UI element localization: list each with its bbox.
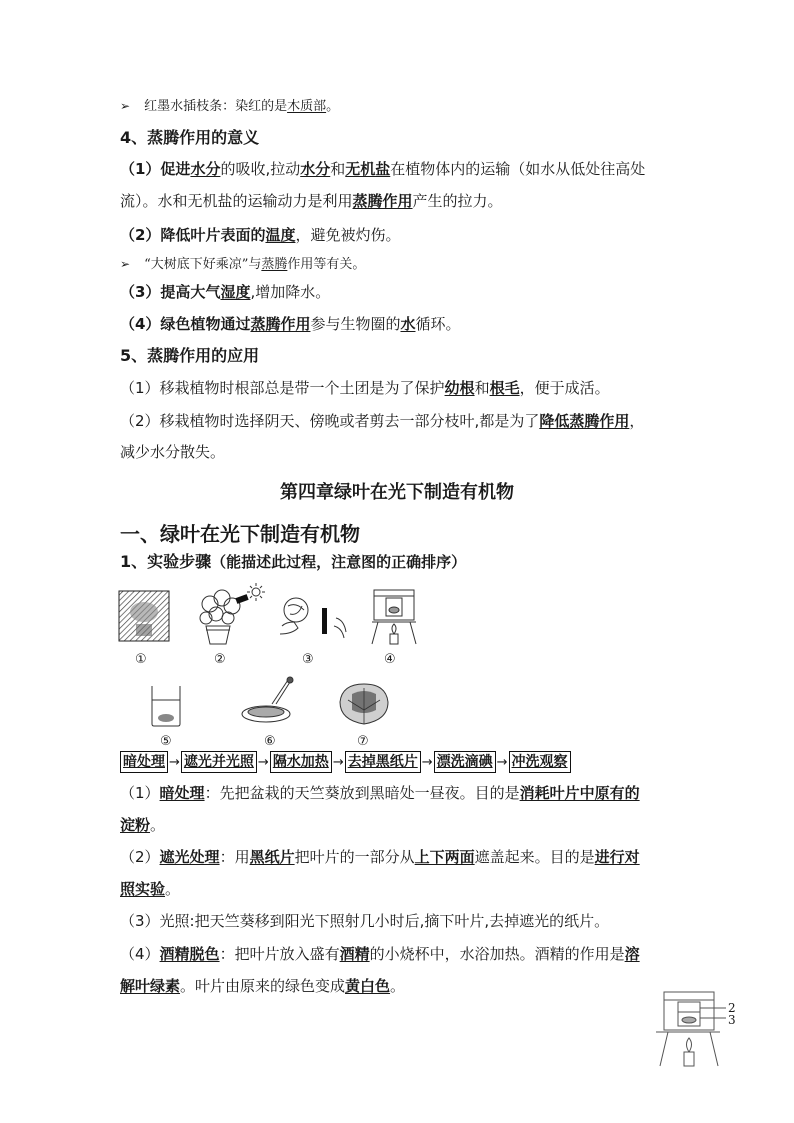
application-2a: （2）移栽植物时选择阴天、傍晚或者剪去一部分枝叶,都是为了降低蒸腾作用， xyxy=(120,412,645,430)
figure-label-3: ③ xyxy=(302,652,314,667)
water-bath-heating-illustration xyxy=(368,586,420,646)
observe-leaf-illustration xyxy=(334,680,394,726)
bullet-arrow-icon: ➢ xyxy=(120,257,131,271)
paragraph-3: （3）提高大气湿度,增加降水。 xyxy=(120,283,331,301)
diagram-label-3: 3 xyxy=(728,1013,736,1027)
flow-step-shade: 遮光并光照 xyxy=(181,751,257,773)
paragraph-1a: （1）促进水分的吸收,拉动水分和无机盐在植物体内的运输（如水从低处往高处 xyxy=(120,160,646,178)
flow-arrow-icon: → xyxy=(496,754,508,770)
flow-arrow-icon: → xyxy=(332,754,344,770)
flow-step-heat: 隔水加热 xyxy=(270,751,332,773)
figure-label-4: ④ xyxy=(384,652,396,667)
figure-label-2: ② xyxy=(214,652,226,667)
rinse-beaker-illustration xyxy=(148,682,184,728)
dark-treatment-illustration xyxy=(118,590,170,642)
flow-step-dark: 暗处理 xyxy=(120,751,168,773)
figure-label-1: ① xyxy=(135,652,147,667)
application-1: （1）移栽植物时根部总是带一个土团是为了保护幼根和根毛，便于成活。 xyxy=(120,379,610,397)
heading-transpiration-application: 5、蒸腾作用的应用 xyxy=(120,346,260,365)
experiment-steps-heading: 1、实验步骤（能描述此过程，注意图的正确排序） xyxy=(120,552,467,571)
step-1a: （1）暗处理：先把盆栽的天竺葵放到黑暗处一昼夜。目的是消耗叶片中原有的 xyxy=(120,784,640,802)
figure-label-7: ⑦ xyxy=(357,734,369,749)
flow-step-iodine: 漂洗滴碘 xyxy=(434,751,496,773)
step-2a: （2）遮光处理：用黑纸片把叶片的一部分从上下两面遮盖起来。目的是进行对 xyxy=(120,848,640,866)
heading-transpiration-significance: 4、蒸腾作用的意义 xyxy=(120,128,260,147)
remove-paper-illustration xyxy=(272,592,352,644)
step-3: （3）光照:把天竺葵移到阳光下照射几小时后,摘下叶片,去掉遮光的纸片。 xyxy=(120,912,610,930)
iodine-drop-illustration xyxy=(238,676,298,728)
experiment-flow xyxy=(120,751,571,773)
step-1b: 淀粉。 xyxy=(120,816,166,834)
application-2b: 减少水分散失。 xyxy=(120,443,226,461)
paragraph-1b: 流）。水和无机盐的运输动力是利用蒸腾作用产生的拉力。 xyxy=(120,192,503,210)
note-line-shade: ➢ “大树底下好乘凉”与蒸腾作用等有关。 xyxy=(120,257,366,272)
paragraph-4: （4）绿色植物通过蒸腾作用参与生物圈的水循环。 xyxy=(120,315,461,333)
figure-label-6: ⑥ xyxy=(264,734,276,749)
flow-step-remove-paper: 去掉黑纸片 xyxy=(345,751,421,773)
flow-step-observe: 冲洗观察 xyxy=(509,751,571,773)
step-4b: 解叶绿素。叶片由原来的绿色变成黄白色。 xyxy=(120,977,406,995)
alcohol-bath-diagram xyxy=(654,986,738,1070)
bullet-arrow-icon: ➢ xyxy=(120,99,131,113)
diagram-label-2: 2 xyxy=(728,1001,736,1015)
section-title: 一、绿叶在光下制造有机物 xyxy=(120,522,360,546)
step-4a: （4）酒精脱色：把叶片放入盛有酒精的小烧杯中，水浴加热。酒精的作用是溶 xyxy=(120,945,640,963)
shading-illumination-illustration xyxy=(192,582,272,648)
flow-arrow-icon: → xyxy=(169,754,180,770)
chapter-title: 第四章绿叶在光下制造有机物 xyxy=(280,482,514,503)
paragraph-2: （2）降低叶片表面的温度，避免被灼伤。 xyxy=(120,226,401,244)
note-line-ink: ➢ 红墨水插枝条：染红的是木质部。 xyxy=(120,99,340,114)
flow-arrow-icon: → xyxy=(421,754,433,770)
step-2b: 照实验。 xyxy=(120,880,181,898)
figure-label-5: ⑤ xyxy=(160,734,172,749)
flow-arrow-icon: → xyxy=(257,754,269,770)
